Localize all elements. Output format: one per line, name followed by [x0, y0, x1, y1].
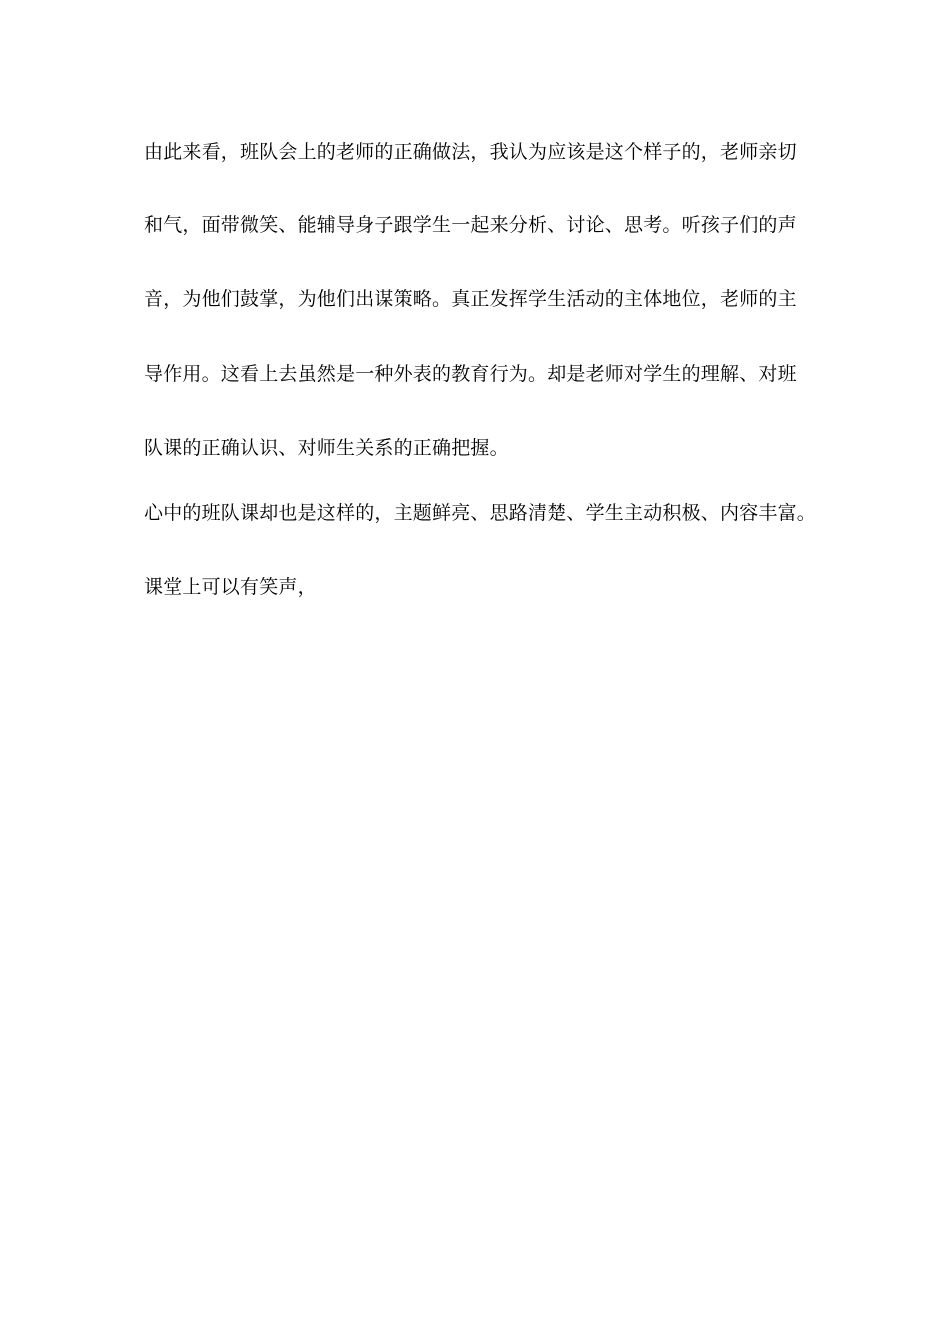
paragraph-1-line-3: 音，为他们鼓掌，为他们出谋策略。真正发挥学生活动的主体地位，老师的主 — [144, 288, 797, 310]
paragraph-2-line-1: 心中的班队课却也是这样的，主题鲜亮、思路清楚、学生主动积极、内容丰富。 — [144, 502, 817, 524]
paragraph-2-line-2: 课堂上可以有笑声， — [144, 576, 317, 598]
paragraph-1-line-1: 由此来看，班队会上的老师的正确做法，我认为应该是这个样子的，老师亲切 — [144, 141, 797, 163]
paragraph-1-line-4: 导作用。这看上去虽然是一种外表的教育行为。却是老师对学生的理解、对班 — [144, 363, 797, 385]
paragraph-1-line-5: 队课的正确认识、对师生关系的正确把握。 — [144, 437, 509, 459]
paragraph-1-line-2: 和气，面带微笑、能辅导身子跟学生一起来分析、讨论、思考。听孩子们的声 — [144, 214, 797, 236]
